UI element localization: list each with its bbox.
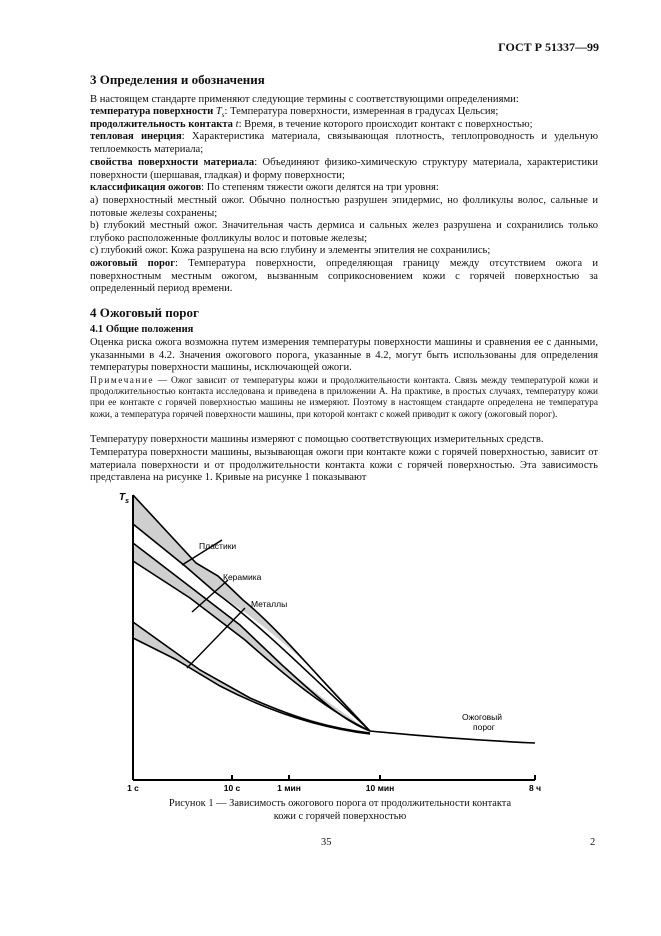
note-label: Примечание <box>90 376 154 386</box>
ceramics-label: Керамика <box>223 572 262 582</box>
x-tick-label-2: 10 с <box>223 783 241 793</box>
plastics-upper-curve <box>133 495 535 743</box>
figure-caption <box>120 798 560 823</box>
document-code: ГОСТ Р 51337—99 <box>498 40 599 54</box>
term-label: температура поверхности <box>90 106 214 117</box>
term-symbol: T <box>215 106 222 117</box>
term-label: продолжительность контакта <box>90 119 233 130</box>
plastics-band <box>133 495 370 731</box>
note-text: — Ожог зависит от температуры кожи и продолжительности контакта. Связь между температурой кожи и продолжительностью контакта исследована и приведена в приложении А. На практике, в простых случаях, температуру кожи при ее контакте с горячей поверхностью машины не измеряют. Поэтому в настоящем стандарте определена не температура кожи, а температура горячей поверхности машины, при которой контакт с кожей приводит к ожогу (ожоговый порог). <box>90 376 598 420</box>
term-thermal-inertia: тепловая инерция: Характеристика материала, связывающая плотность, теплопроводность и удельную теплоемкость материала; <box>90 131 599 155</box>
section-4-1-paragraph-1: Оценка риска ожога возможна путем измерения температуры поверхности машины и сравнения ее с данными, указанными в 4.2. Значения ожогового порога, указанные в 4.2, могут быть использованы для определения температуры поверхности машины, исключающей ожоги. <box>90 337 598 374</box>
term-label: тепловая инерция <box>90 131 182 142</box>
plastics-label: Пластики <box>199 541 237 551</box>
term-label: ожоговый порог <box>90 258 176 269</box>
section-4-1-paragraph-3: Температура поверхности машины, вызывающая ожоги при контакте кожи с горячей поверхностью, зависит от материала поверхности и от продолжительности контакта кожи с горячей поверхностью. Эта зависимость представлена на рисунке 1. Кривые на рисунке 1 показывают <box>90 447 598 484</box>
burn-level-c: с) глубокий ожог. Кожа разрушена на всю глубину и элементы эпителия не сохранились; <box>90 245 491 256</box>
metals-label: Металлы <box>251 599 288 609</box>
x-tick-label-3: 1 мин <box>277 783 301 793</box>
term-label: классификация ожогов <box>90 182 202 193</box>
figure-caption-line-2: кожи с горячей поверхностью <box>273 810 407 822</box>
term-surface-properties: свойства поверхности материала: Объединяют физико-химическую структуру материала, характеристики поверхности (шершавая, гладкая) и форму поверхности; <box>90 157 598 181</box>
term-label: свойства поверхности материала <box>90 157 255 168</box>
y-axis-label: $T_s$ <box>119 492 130 505</box>
term-burn-classification: классификация ожогов: По степеням тяжести ожоги делятся на три уровня: <box>90 182 439 193</box>
term-symbol: t <box>235 119 239 130</box>
note <box>90 376 598 421</box>
page-number-center: 35 <box>321 837 332 848</box>
burn-threshold-figure <box>110 487 550 797</box>
section-4-1-paragraph-2: Температуру поверхности машины измеряют с помощью соответствующих измерительных средств. <box>90 434 544 445</box>
section-3-intro: В настоящем стандарте применяют следующие термины с соответствующими определениями: <box>90 94 519 105</box>
threshold-label-2: порог <box>473 722 495 732</box>
term-surface-temperature: температура поверхности $T_s$: Температура поверхности, измеренная в градусах Цельсия; <box>90 106 499 120</box>
section-4-title: 4 Ожоговый порог <box>90 305 199 320</box>
threshold-label-1: Ожоговый <box>462 712 503 722</box>
burn-level-b: b) глубокий местный ожог. Значительная часть дермиса и сальных желез разрушена и сохранились только глубоко расположенные фолликулы волос и потовые железы; <box>90 220 598 244</box>
figure-caption-line-1: Рисунок 1 — Зависимость ожогового порога от продолжительности контакта <box>168 798 512 809</box>
term-burn-threshold: ожоговый порог: Температура поверхности, определяющая границу между отсутствием ожога и поверхностным местным ожогом, вызванным соприкосновением кожи с горячей поверхностью за определенный период времени. <box>90 258 598 295</box>
x-tick-label-5: 8 ч <box>528 783 542 793</box>
section-3-title: 3 Определения и обозначения <box>90 72 265 87</box>
x-tick-label-1: 1 с <box>127 783 139 793</box>
subsection-4-1-title: 4.1 Общие положения <box>90 324 194 335</box>
term-contact-duration: продолжительность контакта t: Время, в течение которого происходит контакт с поверхностью; <box>90 119 533 130</box>
x-tick-label-4: 10 мин <box>365 783 395 793</box>
burn-level-a: а) поверхностный местный ожог. Обычно полностью разрушен эпидермис, но фолликулы волос, сальные и потовые железы сохранены; <box>90 195 598 219</box>
page-number-right: 2 <box>590 837 596 848</box>
ceramics-lower-curve <box>133 561 370 731</box>
